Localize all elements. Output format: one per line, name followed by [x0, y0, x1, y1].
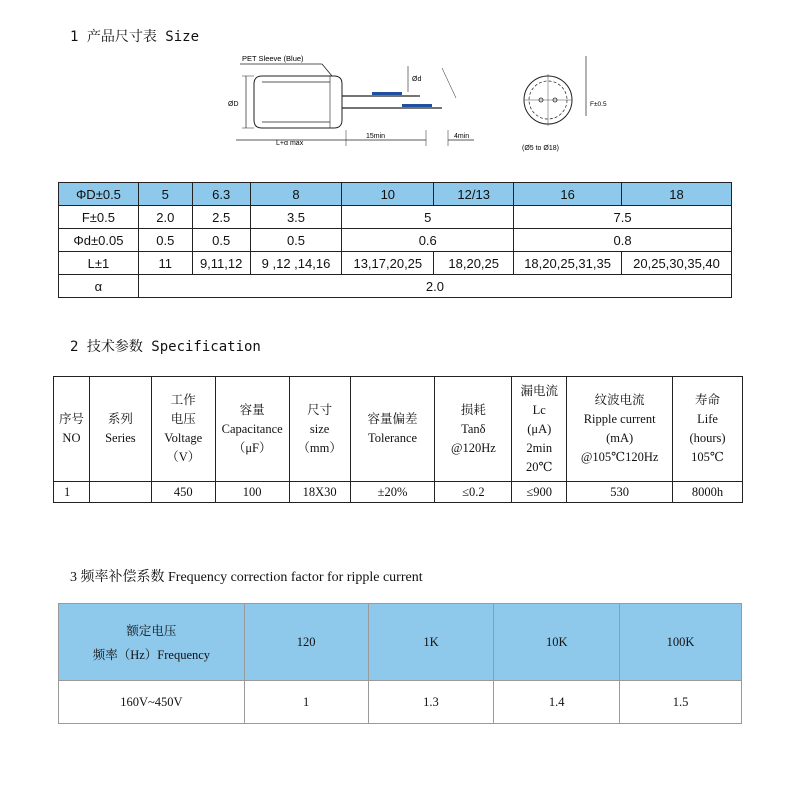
capacitor-leads: [342, 92, 442, 108]
table-cell: 3.5: [250, 206, 342, 229]
size-table: [58, 182, 732, 298]
od-label: ØD: [228, 101, 239, 108]
table-cell: 0.5: [138, 229, 192, 252]
spec-section-title: 2 技术参数 Specification: [70, 339, 261, 355]
diameter-cell: 8: [250, 183, 342, 206]
spec-data-row: [54, 482, 743, 503]
header-ripple: 纹波电流 Ripple current (mA) @105℃120Hz: [567, 377, 673, 482]
table-cell: 11: [138, 252, 192, 275]
row-label: α: [59, 275, 139, 298]
factor-cell: 1: [244, 681, 368, 724]
frequency-label: 频率（Hz）Frequency: [92, 648, 211, 662]
alpha-row: [59, 275, 732, 298]
table-cell: ≤900: [512, 482, 567, 503]
table-cell: ≤0.2: [435, 482, 512, 503]
freq-header-row: [59, 604, 742, 681]
header-tolerance: 容量偏差 Tolerance: [350, 377, 435, 482]
freq-section-title: 3 频率补偿系数 Frequency correction factor for ripple current: [70, 570, 423, 585]
frequency-cell: 10K: [494, 604, 620, 681]
rated-voltage-label: 额定电压: [126, 624, 177, 638]
factor-cell: 1.4: [494, 681, 620, 724]
table-cell: 18,20,25: [434, 252, 514, 275]
pet-sleeve-label: PET Sleeve (Blue): [242, 54, 304, 63]
size-header-row: [59, 183, 732, 206]
header-capacitance: 容量 Capacitance （μF）: [215, 377, 289, 482]
row-label: L±1: [59, 252, 139, 275]
diameter-cell: 18: [622, 183, 732, 206]
table-cell: 0.5: [250, 229, 342, 252]
size-section-title: 1 产品尺寸表 Size: [70, 29, 200, 45]
table-cell: 20,25,30,35,40: [622, 252, 732, 275]
frequency-cell: 100K: [620, 604, 742, 681]
table-cell: 8000h: [673, 482, 743, 503]
frequency-cell: 120: [244, 604, 368, 681]
l-alpha-label: L+α max: [276, 140, 304, 147]
factor-cell: 1.3: [368, 681, 494, 724]
header-series: 系列 Series: [89, 377, 151, 482]
table-cell: 9 ,12 ,14,16: [250, 252, 342, 275]
freq-header-label: [59, 604, 245, 681]
capacitor-dimension-drawing: [212, 48, 632, 156]
min4-label: 4min: [454, 133, 470, 140]
header-voltage: 工作 电压 Voltage （V）: [151, 377, 215, 482]
diameter-cell: 12/13: [434, 183, 514, 206]
table-cell: [89, 482, 151, 503]
diameter-cell: 16: [514, 183, 622, 206]
table-cell: 2.0: [138, 206, 192, 229]
freq-data-row: [59, 681, 742, 724]
table-cell: 2.5: [192, 206, 250, 229]
header-leakage: 漏电流 Lc (μA) 2min 20℃: [512, 377, 567, 482]
capacitor-body: [254, 76, 342, 128]
table-cell: 0.5: [192, 229, 250, 252]
header-life: 寿命 Life (hours) 105℃: [673, 377, 743, 482]
spec-header-row: [54, 377, 743, 482]
table-cell: 0.8: [514, 229, 732, 252]
table-cell: 5: [342, 206, 514, 229]
table-cell: 1: [54, 482, 90, 503]
table-cell: 18,20,25,31,35: [514, 252, 622, 275]
header-no: 序号 NO: [54, 377, 90, 482]
diameter-range-label: (Ø5 to Ø18): [522, 145, 559, 152]
frequency-cell: 1K: [368, 604, 494, 681]
table-cell: 7.5: [514, 206, 732, 229]
table-cell: 2.0: [138, 275, 731, 298]
table-cell: 530: [567, 482, 673, 503]
table-cell: 100: [215, 482, 289, 503]
table-cell: 450: [151, 482, 215, 503]
diameter-cell: 6.3: [192, 183, 250, 206]
header-tan-delta: 损耗 Tanδ @120Hz: [435, 377, 512, 482]
lead-diameter-row: [59, 229, 732, 252]
diameter-header: ΦD±0.5: [59, 183, 139, 206]
diameter-cell: 10: [342, 183, 434, 206]
table-cell: 0.6: [342, 229, 514, 252]
table-cell: 18X30: [289, 482, 350, 503]
f-spacing-label: F±0.5: [590, 101, 607, 108]
header-size: 尺寸 size （mm）: [289, 377, 350, 482]
lead-spacing-row: [59, 206, 732, 229]
voltage-range-cell: 160V~450V: [59, 681, 245, 724]
frequency-correction-table: [58, 603, 742, 724]
table-cell: 13,17,20,25: [342, 252, 434, 275]
spec-table: [53, 376, 743, 503]
min15-label: 15min: [366, 133, 386, 140]
row-label: F±0.5: [59, 206, 139, 229]
capacitor-end-view: [524, 74, 572, 126]
row-label: Φd±0.05: [59, 229, 139, 252]
length-row: [59, 252, 732, 275]
factor-cell: 1.5: [620, 681, 742, 724]
table-cell: 9,11,12: [192, 252, 250, 275]
table-cell: ±20%: [350, 482, 435, 503]
diameter-cell: 5: [138, 183, 192, 206]
d-label: Ød: [412, 76, 422, 83]
